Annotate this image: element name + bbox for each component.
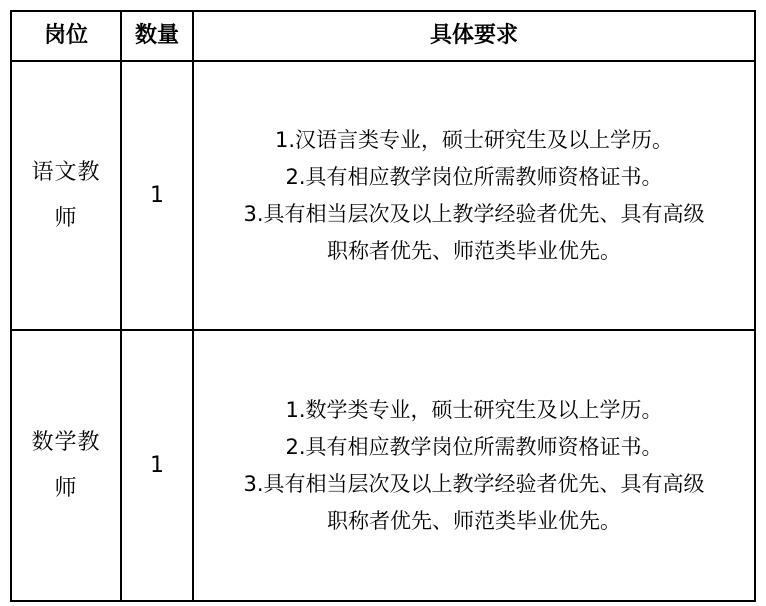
- count-cell: [121, 330, 193, 601]
- count-cell: [121, 61, 193, 330]
- post-cell: [11, 61, 121, 330]
- requirement-line: 3.具有相当层次及以上教学经验者优先、具有高级: [243, 471, 705, 496]
- requirements-cell: [193, 61, 755, 330]
- table-row: [11, 61, 755, 330]
- table-row: [11, 330, 755, 601]
- requirement-line: 职称者优先、师范类毕业优先。: [327, 508, 621, 533]
- post-count: 1: [150, 183, 164, 208]
- requirement-line: 1.数学类专业，硕士研究生及以上学历。: [285, 397, 663, 422]
- post-cell: [11, 330, 121, 601]
- requirements-cell: [193, 330, 755, 601]
- requirement-line: 2.具有相应教学岗位所需教师资格证书。: [285, 434, 663, 459]
- requirement-line: 3.具有相当层次及以上教学经验者优先、具有高级: [243, 201, 705, 226]
- requirement-line: 2.具有相应教学岗位所需教师资格证书。: [285, 164, 663, 189]
- requirements-list: [214, 392, 734, 540]
- requirements-table: [10, 10, 756, 602]
- requirement-line: 1.汉语言类专业，硕士研究生及以上学历。: [274, 127, 674, 152]
- header-count: 数量: [121, 11, 193, 61]
- post-name: 语文教师: [31, 159, 101, 231]
- post-count: 1: [150, 453, 164, 478]
- header-post: 岗位: [11, 11, 121, 61]
- requirement-line: 职称者优先、师范类毕业优先。: [327, 238, 621, 263]
- requirements-list: [214, 122, 734, 270]
- post-name: 数学教师: [31, 429, 101, 501]
- header-requirements: 具体要求: [193, 11, 755, 61]
- table-header-row: [11, 11, 755, 61]
